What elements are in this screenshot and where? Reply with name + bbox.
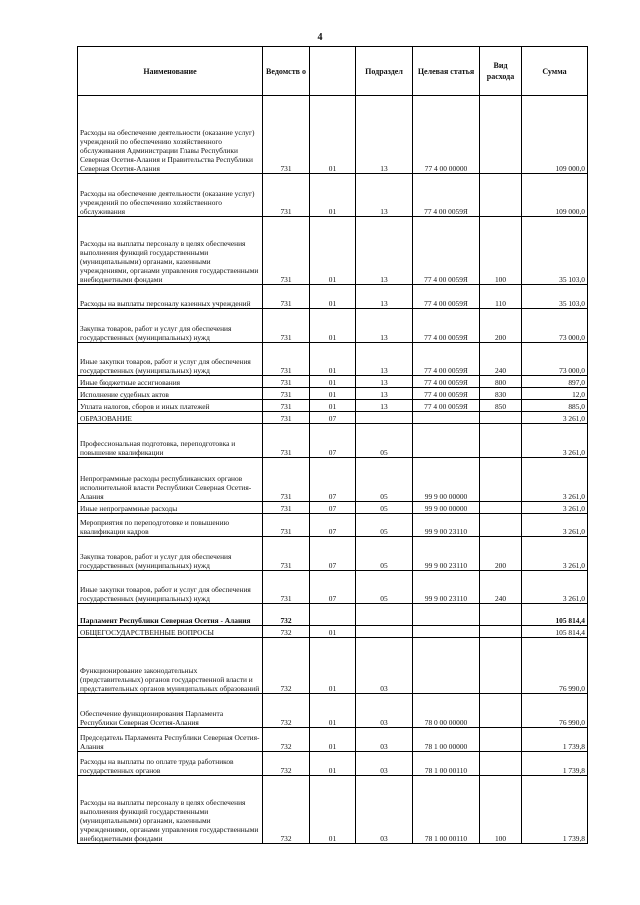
row-sum: 76 990,0 xyxy=(522,638,588,694)
row-section: 01 xyxy=(310,694,356,728)
header-dept: Ведомств о xyxy=(263,47,310,96)
row-section: 07 xyxy=(310,502,356,514)
row-subsection: 13 xyxy=(356,96,413,174)
table-row xyxy=(78,694,588,728)
row-name: Исполнение судебных актов xyxy=(78,388,263,400)
row-dept: 731 xyxy=(263,96,310,174)
row-subsection xyxy=(356,604,413,626)
row-section: 07 xyxy=(310,424,356,458)
row-kind xyxy=(480,638,522,694)
row-subsection: 05 xyxy=(356,502,413,514)
row-dept: 731 xyxy=(263,285,310,309)
row-kind xyxy=(480,752,522,776)
row-dept: 731 xyxy=(263,424,310,458)
row-name: Непрограммные расходы республиканских органов исполнительной власти Республики Северная Осетия-Алания xyxy=(78,458,263,502)
page-number: 4 xyxy=(317,32,323,43)
row-target: 99 9 00 23110 xyxy=(413,571,480,604)
row-subsection: 03 xyxy=(356,776,413,844)
row-dept: 731 xyxy=(263,388,310,400)
row-section: 01 xyxy=(310,376,356,388)
table-row xyxy=(78,728,588,752)
row-target xyxy=(413,412,480,424)
row-section: 01 xyxy=(310,217,356,285)
row-sum: 76 990,0 xyxy=(522,694,588,728)
row-sum: 885,0 xyxy=(522,400,588,412)
row-name: Функционирование законодательных (представительных) органов государственной власти и представительных органов муниципальных образований xyxy=(78,638,263,694)
row-section: 01 xyxy=(310,285,356,309)
row-sum: 3 261,0 xyxy=(522,412,588,424)
row-sum: 897,0 xyxy=(522,376,588,388)
row-name: Мероприятия по переподготовке и повышению квалификации кадров xyxy=(78,514,263,537)
row-sum: 73 000,0 xyxy=(522,309,588,343)
row-subsection xyxy=(356,626,413,638)
row-subsection: 03 xyxy=(356,638,413,694)
row-name: Расходы на выплаты персоналу казенных учреждений xyxy=(78,285,263,309)
table-row xyxy=(78,752,588,776)
row-dept: 731 xyxy=(263,343,310,376)
header-target: Целевая статья xyxy=(413,47,480,96)
row-dept: 731 xyxy=(263,217,310,285)
row-sum: 1 739,8 xyxy=(522,776,588,844)
row-dept: 732 xyxy=(263,626,310,638)
table-row xyxy=(78,571,588,604)
header-kind: Вид расхода xyxy=(480,47,522,96)
row-target: 77 4 00 00000 xyxy=(413,96,480,174)
row-target: 78 1 00 00110 xyxy=(413,752,480,776)
row-sum: 35 103,0 xyxy=(522,217,588,285)
row-dept: 731 xyxy=(263,412,310,424)
row-name: Закупка товаров, работ и услуг для обеспечения государственных (муниципальных) нужд xyxy=(78,537,263,571)
row-section: 01 xyxy=(310,388,356,400)
table-row xyxy=(78,285,588,309)
row-target: 99 9 00 23110 xyxy=(413,514,480,537)
row-section: 07 xyxy=(310,514,356,537)
row-dept: 731 xyxy=(263,458,310,502)
row-name: Иные бюджетные ассигнования xyxy=(78,376,263,388)
row-section: 01 xyxy=(310,309,356,343)
row-kind: 800 xyxy=(480,376,522,388)
row-subsection: 05 xyxy=(356,424,413,458)
row-target: 77 4 00 0059Я xyxy=(413,400,480,412)
row-sum: 3 261,0 xyxy=(522,458,588,502)
row-section: 01 xyxy=(310,776,356,844)
table-row xyxy=(78,412,588,424)
row-dept: 731 xyxy=(263,309,310,343)
row-sum: 73 000,0 xyxy=(522,343,588,376)
row-section: 01 xyxy=(310,752,356,776)
table-row xyxy=(78,776,588,844)
row-name: Профессиональная подготовка, переподготовка и повышение квалификации xyxy=(78,424,263,458)
table-row xyxy=(78,309,588,343)
row-subsection: 03 xyxy=(356,752,413,776)
table-row xyxy=(78,604,588,626)
row-subsection: 03 xyxy=(356,728,413,752)
row-section: 07 xyxy=(310,537,356,571)
table-row xyxy=(78,514,588,537)
row-target: 99 9 00 00000 xyxy=(413,502,480,514)
header-name: Наименование xyxy=(78,47,263,96)
row-kind xyxy=(480,96,522,174)
row-subsection: 13 xyxy=(356,400,413,412)
table-row xyxy=(78,388,588,400)
row-name: Расходы на выплаты по оплате труда работников государственных органов xyxy=(78,752,263,776)
row-section xyxy=(310,604,356,626)
row-kind xyxy=(480,502,522,514)
row-section: 01 xyxy=(310,343,356,376)
table-row xyxy=(78,400,588,412)
table-row xyxy=(78,217,588,285)
row-dept: 732 xyxy=(263,728,310,752)
row-kind xyxy=(480,514,522,537)
row-section: 01 xyxy=(310,626,356,638)
row-kind: 240 xyxy=(480,343,522,376)
row-subsection: 13 xyxy=(356,217,413,285)
row-sum: 3 261,0 xyxy=(522,537,588,571)
row-name: Иные непрограммные расходы xyxy=(78,502,263,514)
row-target xyxy=(413,604,480,626)
row-sum: 35 103,0 xyxy=(522,285,588,309)
row-target xyxy=(413,626,480,638)
row-name: ОБРАЗОВАНИЕ xyxy=(78,412,263,424)
table-header-row xyxy=(78,47,588,96)
row-subsection: 03 xyxy=(356,694,413,728)
row-section: 01 xyxy=(310,400,356,412)
table-row xyxy=(78,458,588,502)
row-kind xyxy=(480,626,522,638)
row-kind xyxy=(480,174,522,217)
row-name: Обеспечение функционирования Парламента Республики Северная Осетия-Алания xyxy=(78,694,263,728)
table-row xyxy=(78,638,588,694)
row-kind: 850 xyxy=(480,400,522,412)
row-kind: 100 xyxy=(480,217,522,285)
row-kind: 200 xyxy=(480,537,522,571)
row-section: 01 xyxy=(310,174,356,217)
row-subsection: 13 xyxy=(356,285,413,309)
row-sum: 1 739,8 xyxy=(522,752,588,776)
row-name: Иные закупки товаров, работ и услуг для обеспечения государственных (муниципальных) нужд xyxy=(78,343,263,376)
table-row xyxy=(78,424,588,458)
row-kind: 830 xyxy=(480,388,522,400)
row-kind: 100 xyxy=(480,776,522,844)
row-name: Расходы на выплаты персоналу в целях обеспечения выполнения функций государственными (муниципальными) органами, казенными учреждениями, органами управления государственными внебюджетными фондами xyxy=(78,776,263,844)
row-target: 77 4 00 0059Я xyxy=(413,285,480,309)
row-kind: 110 xyxy=(480,285,522,309)
row-name: Иные закупки товаров, работ и услуг для обеспечения государственных (муниципальных) нужд xyxy=(78,571,263,604)
header-subsection: Подраздел xyxy=(356,47,413,96)
row-target: 99 9 00 00000 xyxy=(413,458,480,502)
row-kind xyxy=(480,694,522,728)
row-subsection: 05 xyxy=(356,537,413,571)
header-section xyxy=(310,47,356,96)
row-target: 77 4 00 0059Я xyxy=(413,376,480,388)
row-dept: 731 xyxy=(263,571,310,604)
row-dept: 731 xyxy=(263,537,310,571)
row-kind xyxy=(480,604,522,626)
row-kind: 200 xyxy=(480,309,522,343)
row-dept: 732 xyxy=(263,604,310,626)
row-target: 77 4 00 0059Я xyxy=(413,217,480,285)
row-subsection: 05 xyxy=(356,514,413,537)
row-name: Председатель Парламента Республики Северная Осетия-Алания xyxy=(78,728,263,752)
row-section: 07 xyxy=(310,412,356,424)
table-row xyxy=(78,174,588,217)
row-kind xyxy=(480,728,522,752)
row-section: 01 xyxy=(310,638,356,694)
row-subsection xyxy=(356,412,413,424)
row-sum: 105 814,4 xyxy=(522,604,588,626)
row-sum: 109 000,0 xyxy=(522,174,588,217)
row-sum: 3 261,0 xyxy=(522,424,588,458)
row-target: 78 1 00 00000 xyxy=(413,728,480,752)
row-target xyxy=(413,638,480,694)
row-subsection: 13 xyxy=(356,343,413,376)
row-dept: 731 xyxy=(263,514,310,537)
row-name: Расходы на обеспечение деятельности (оказание услуг) учреждений по обеспечению хозяйственного обслуживания xyxy=(78,174,263,217)
row-section: 07 xyxy=(310,458,356,502)
row-dept: 732 xyxy=(263,694,310,728)
row-kind: 240 xyxy=(480,571,522,604)
row-dept: 732 xyxy=(263,776,310,844)
row-sum: 3 261,0 xyxy=(522,514,588,537)
row-dept: 731 xyxy=(263,502,310,514)
row-target xyxy=(413,424,480,458)
row-subsection: 13 xyxy=(356,174,413,217)
row-subsection: 05 xyxy=(356,571,413,604)
row-subsection: 05 xyxy=(356,458,413,502)
row-target: 77 4 00 0059Я xyxy=(413,343,480,376)
row-target: 77 4 00 0059Я xyxy=(413,309,480,343)
row-name: Расходы на выплаты персоналу в целях обеспечения выполнения функций государственными (муниципальными) органами, казенными учреждениями, органами управления государственными внебюджетными фондами xyxy=(78,217,263,285)
table-row xyxy=(78,376,588,388)
row-name: Уплата налогов, сборов и иных платежей xyxy=(78,400,263,412)
row-name: Расходы на обеспечение деятельности (оказание услуг) учреждений по обеспечению хозяйственного обслуживания Администрации Главы Республики Северная Осетия-Алания и Правительства Республики Северная Осетия-Алания xyxy=(78,96,263,174)
header-sum: Сумма xyxy=(522,47,588,96)
row-sum: 1 739,8 xyxy=(522,728,588,752)
row-target: 77 4 00 0059Я xyxy=(413,388,480,400)
row-kind xyxy=(480,412,522,424)
budget-table xyxy=(77,46,588,844)
row-section: 01 xyxy=(310,728,356,752)
row-target: 78 1 00 00110 xyxy=(413,776,480,844)
row-subsection: 13 xyxy=(356,376,413,388)
row-dept: 731 xyxy=(263,400,310,412)
table-row xyxy=(78,537,588,571)
row-name: ОБЩЕГОСУДАРСТВЕННЫЕ ВОПРОСЫ xyxy=(78,626,263,638)
row-subsection: 13 xyxy=(356,309,413,343)
table-body xyxy=(78,96,588,844)
row-sum: 105 814,4 xyxy=(522,626,588,638)
row-kind xyxy=(480,458,522,502)
row-target: 99 9 00 23110 xyxy=(413,537,480,571)
table-row xyxy=(78,626,588,638)
row-dept: 731 xyxy=(263,174,310,217)
row-subsection: 13 xyxy=(356,388,413,400)
row-name: Парламент Республики Северная Осетия - Алания xyxy=(78,604,263,626)
row-sum: 12,0 xyxy=(522,388,588,400)
row-name: Закупка товаров, работ и услуг для обеспечения государственных (муниципальных) нужд xyxy=(78,309,263,343)
table-row xyxy=(78,96,588,174)
row-target: 78 0 00 00000 xyxy=(413,694,480,728)
row-section: 01 xyxy=(310,96,356,174)
row-sum: 3 261,0 xyxy=(522,571,588,604)
row-sum: 109 000,0 xyxy=(522,96,588,174)
row-kind xyxy=(480,424,522,458)
row-dept: 731 xyxy=(263,376,310,388)
row-sum: 3 261,0 xyxy=(522,502,588,514)
row-target: 77 4 00 0059Я xyxy=(413,174,480,217)
table-row xyxy=(78,502,588,514)
row-section: 07 xyxy=(310,571,356,604)
row-dept: 732 xyxy=(263,752,310,776)
table-row xyxy=(78,343,588,376)
row-dept: 732 xyxy=(263,638,310,694)
